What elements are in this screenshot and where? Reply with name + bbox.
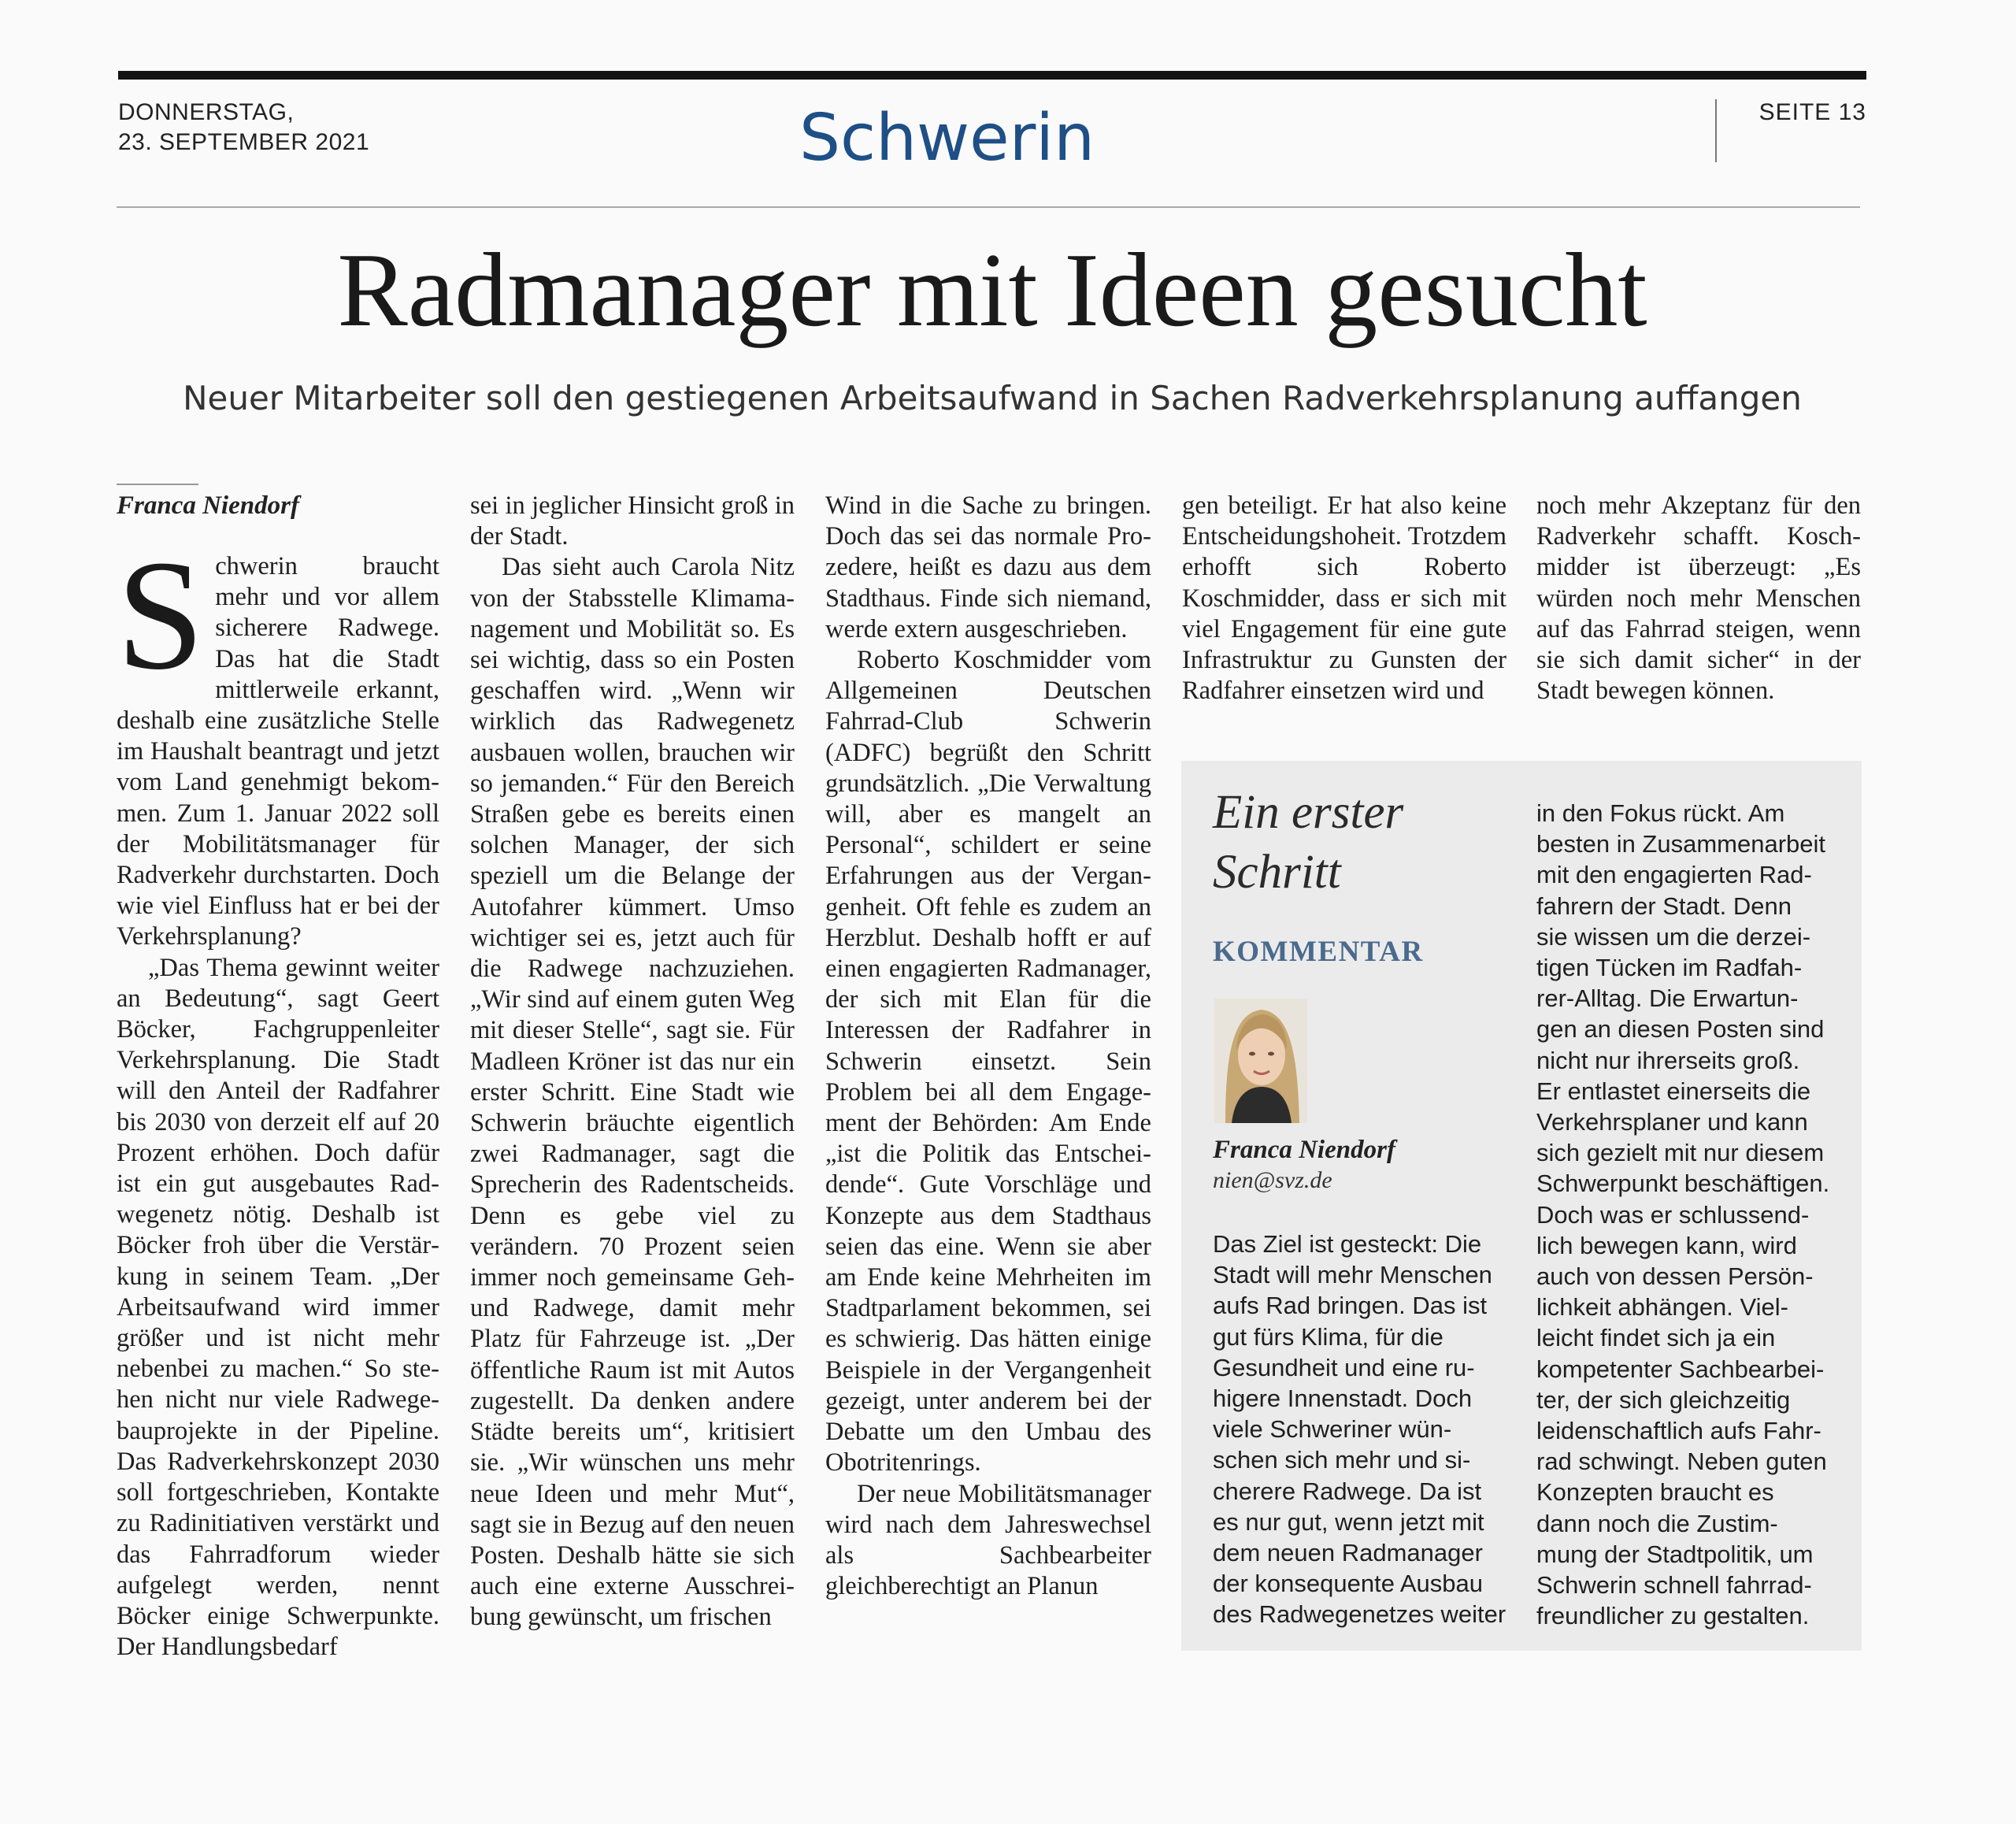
article-column-4	[1182, 491, 1506, 706]
commentary-title-line: Ein erster	[1213, 786, 1404, 839]
article-paragraph: sei in jeglicher Hinsicht groß in der Stadt.	[470, 491, 795, 551]
commentary-line: cherere Radwege. Da ist	[1213, 1477, 1482, 1505]
commentary-line: leicht findet sich ja ein	[1536, 1324, 1776, 1352]
article-paragraph: Wind in die Sache zu bringen. Doch das sei das normale Prozedere, heißt es dazu aus dem Stadthaus. Finde sich niemand, werde extern ausgeschrieben.	[825, 491, 1151, 643]
commentary-email: nien@svz.de	[1213, 1167, 1332, 1193]
commentary-line: sie wissen um die derzei-	[1536, 922, 1811, 951]
commentary-line: mung der Stadtpolitik, um	[1536, 1540, 1814, 1568]
subheadline: Neuer Mitarbeiter soll den gestiegenen Arbeitsaufwand in Sachen Radverkehrsplanung auffangen	[183, 379, 1802, 417]
commentary-line: kompetenter Sachbearbei-	[1536, 1355, 1825, 1383]
commentary-line: leidenschaftlich aufs Fahr-	[1536, 1417, 1821, 1445]
article-paragraph	[117, 528, 439, 953]
commentary-line: Das Ziel ist gesteckt: Die	[1213, 1230, 1482, 1258]
commentary-line: nicht nur ihrerseits groß.	[1536, 1046, 1800, 1074]
commentary-author: Franca Niendorf	[1213, 1136, 1395, 1164]
lead-text: chwerin braucht mehr und vor allem sicherere Radwege. Das hat die Stadt mittlerweile erkannt, deshalb eine zusätzliche Stelle im Haushalt beantragt und jetzt vom Land genehmigt bekommen. Zum 1. Januar 2022 soll der Mobilitätsmanager für Radverkehr durchstarten. Doch wie viel Einfluss hat er bei der Verkehrsplanung?	[117, 552, 439, 951]
commentary-line: freundlicher zu gestalten.	[1536, 1602, 1810, 1630]
article-paragraph: noch mehr Akzeptanz für den Radverkehr schafft. Koschmidder ist überzeugt: „Es würden noch mehr Menschen auf das Fahrrad steigen, wenn sie sich damit sicher“ in der Stadt bewegen können.	[1536, 491, 1861, 706]
commentary-text-column-2	[1536, 798, 1829, 1631]
page-number: SEITE 13	[1758, 99, 1866, 125]
commentary-label: KOMMENTAR	[1213, 936, 1424, 968]
article-column-5	[1536, 491, 1861, 706]
commentary-line: gen an diesen Posten sind	[1536, 1015, 1825, 1044]
article-paragraph: Das sieht auch Carola Nitz von der Stabsstelle Klimamanagement und Mobilität so. Es sei wichtig, dass so ein Posten geschaffen wird. „Wenn wir wirklich das Radwegenetz ausbauen wollen, brauchen wir so jemanden.“ Für den Bereich Straßen gebe es bereits einen solchen Manager, der sich speziell um die Belange der Autofahrer kümmert. Umso wichtiger sei es, jetzt auch für die Radwege nachzuziehen. „Wir sind auf einem guten Weg mit dieser Stelle“, sagt sie. Für Madleen Kröner ist das nur ein erster Schritt. Eine Stadt wie Schwerin bräuchte eigentlich zwei Radmanager, sagt die Sprecherin des Radentscheids. Denn es gebe viel zu verändern. 70 Prozent seien immer noch gemeinsame Geh- und Radwege, damit mehr Platz für Fahrzeuge ist. „Der öffentliche Raum ist mit Autos zugestellt. Da denken andere Städte bereits um“, kritisiert sie. „Wir wünschen uns mehr neue Ideen und mehr Mut“, sagt sie in Bezug auf den neuen Posten. Deshalb hätte sie sich auch eine externe Ausschreibung gewünscht, um frischen	[470, 553, 795, 1632]
commentary-line: higere Innenstadt. Doch	[1213, 1385, 1473, 1413]
commentary-line: ter, der sich gleichzeitig	[1536, 1385, 1791, 1414]
commentary-line: lichkeit abhängen. Viel-	[1536, 1293, 1788, 1322]
commentary-line: des Radwegenetzes weiter	[1213, 1600, 1506, 1629]
headline: Radmanager mit Ideen gesucht	[337, 232, 1647, 348]
article-column-1	[117, 528, 439, 1663]
top-rule	[118, 71, 1866, 80]
commentary-text-column-1	[1213, 1229, 1506, 1630]
date-day: 23. SEPTEMBER 2021	[118, 129, 370, 155]
header-rule	[117, 206, 1860, 208]
byline-rule	[117, 484, 198, 485]
article-paragraph: „Das Thema gewinnt weiter an Bedeutung“, sagt Geert Böcker, Fachgruppenleiter Verkehrsplanung. Die Stadt will den Anteil der Radfahrer bis 2030 von derzeit elf auf 20 Prozent erhöhen. Doch dafür ist ein gut ausgebautes Radwegenetz nötig. Deshalb ist Böcker froh über die Verstärkung in seinem Team. „Der Arbeitsaufwand wird immer größer und ist nicht mehr nebenbei zu machen.“ So stehen nicht nur viele Radwegebauprojekte in der Pipeline. Das Radverkehrskonzept 2030 soll fortgeschrieben, Kontakte zu Radinitiativen verstärkt und das Fahrradforum wieder aufgelegt werden, nennt Böcker einige Schwerpunkte. Der Handlungsbedarf	[117, 953, 439, 1662]
commentary-line: Schwerpunkt beschäftigen.	[1536, 1170, 1830, 1198]
commentary-line: rer-Alltag. Die Erwartun-	[1536, 984, 1799, 1013]
commentary-line: sich gezielt mit nur diesem	[1536, 1139, 1825, 1167]
commentary-line: gut fürs Klima, für die	[1213, 1322, 1443, 1351]
drop-cap: S	[117, 528, 205, 703]
author-byline: Franca Niendorf	[117, 491, 299, 520]
commentary-line: Schwerin schnell fahrrad-	[1536, 1571, 1812, 1600]
article-paragraph: Der neue Mobilitätsmanager wird nach dem Jahreswechsel als Sachbearbeiter gleichberechtigt an Planun	[825, 1479, 1151, 1601]
commentary-line: dann noch die Zustim-	[1536, 1509, 1778, 1537]
commentary-line: Verkehrsplaner und kann	[1536, 1108, 1808, 1136]
commentary-line: auch von dessen Persön-	[1536, 1262, 1814, 1291]
commentary-line: es nur gut, wenn jetzt mit	[1213, 1507, 1484, 1536]
commentary-line: der konsequente Ausbau	[1213, 1570, 1483, 1598]
commentary-line: lich bewegen kann, wird	[1536, 1231, 1797, 1259]
commentary-line: Er entlastet einerseits die	[1536, 1077, 1811, 1105]
commentary-line: tigen Tücken im Radfah-	[1536, 954, 1803, 982]
commentary-line: Stadt will mehr Menschen	[1213, 1261, 1492, 1289]
commentary-line: Doch was er schlussend-	[1536, 1200, 1810, 1229]
commentary-line: besten in Zusammenarbeit	[1536, 830, 1826, 858]
commentary-line: rad schwingt. Neben guten	[1536, 1448, 1827, 1476]
commentary-title	[1213, 783, 1528, 903]
article-paragraph: Roberto Koschmidder vom Allgemeinen Deutschen Fahrrad-Club Schwerin (ADFC) begrüßt den Schritt grundsätzlich. „Die Verwaltung will, aber es mangelt an Personal“, schildert er seine Erfahrungen aus der Vergangenheit. Oft fehle es zudem an Herzblut. Deshalb hofft er auf einen engagierten Radmanager, der sich mit Elan für die Interessen der Radfahrer in Schwerin einsetzt. Sein Problem bei all dem Engagement der Behörden: Am Ende „ist die Politik das Entscheidende“. Gute Vorschläge und Konzepte aus dem Stadthaus seien das eine. Wenn sie aber am Ende keine Mehrheiten im Stadtparlament bekommen, sei es schwierig. Das hätten einige Beispiele in der Vergangenheit gezeigt, unter anderem bei der Debatte um den Umbau des Obotritenrings.	[825, 646, 1151, 1477]
article-paragraph: gen beteiligt. Er hat also keine Entscheidungshoheit. Trotzdem erhofft sich Roberto Koschmidder, dass er sich mit viel Engagement für eine gute Infrastruktur zu Gunsten der Radfahrer einsetzen wird und	[1182, 491, 1506, 706]
commentary-line: aufs Rad bringen. Das ist	[1213, 1292, 1488, 1320]
issue-date	[118, 98, 369, 158]
commentary-title-line: Schritt	[1213, 846, 1341, 899]
commentary-line: Konzepten braucht es	[1536, 1478, 1774, 1507]
article-column-3	[825, 491, 1151, 1602]
commentary-line: schen sich mehr und si-	[1213, 1446, 1471, 1474]
section-title: Schwerin	[799, 101, 1095, 176]
header-divider	[1715, 99, 1717, 162]
commentary-line: mit den engagierten Rad-	[1536, 861, 1812, 889]
commentary-line: viele Schweriner wün-	[1213, 1415, 1452, 1444]
commentary-line: fahrern der Stadt. Denn	[1536, 892, 1792, 920]
author-photo	[1214, 999, 1307, 1123]
date-weekday: DONNERSTAG,	[118, 99, 295, 125]
article-column-2	[470, 491, 795, 1633]
commentary-line: Gesundheit und eine ru-	[1213, 1353, 1475, 1381]
portrait-image	[1214, 999, 1307, 1123]
commentary-line: dem neuen Radmanager	[1213, 1539, 1483, 1567]
commentary-line: in den Fokus rückt. Am	[1536, 799, 1785, 827]
